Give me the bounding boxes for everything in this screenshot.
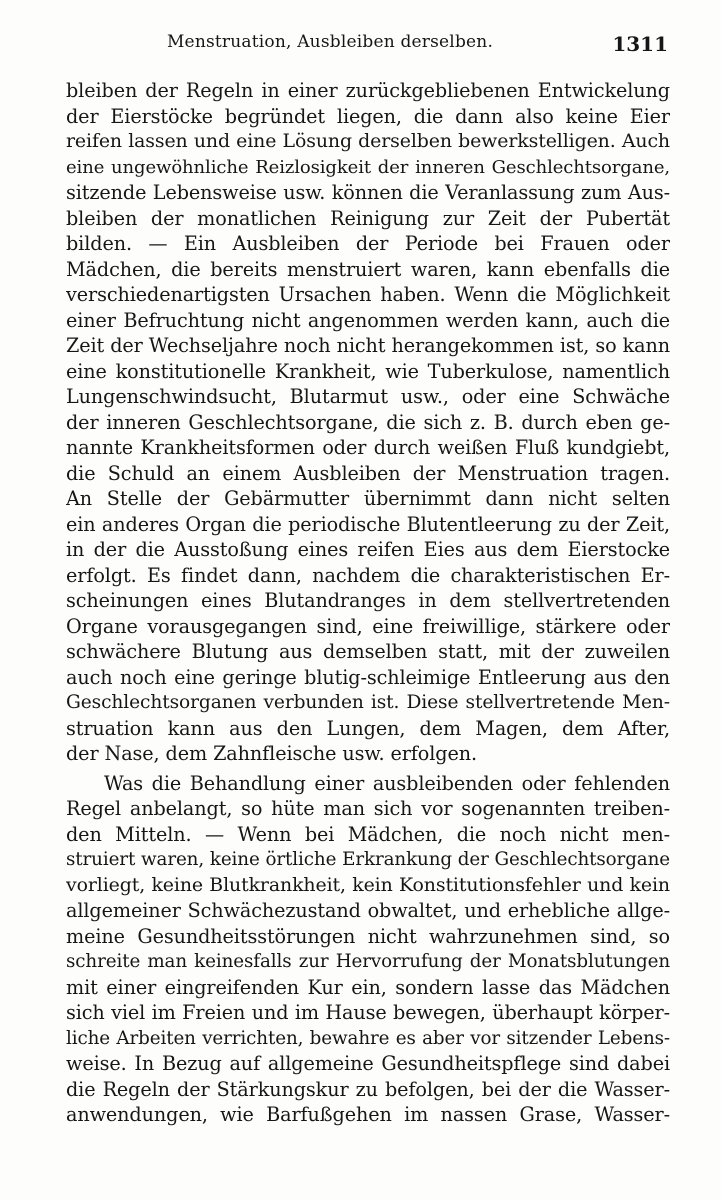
text-line: der Eierstöcke begründet liegen, die dann also keine Eier: [66, 104, 670, 128]
text-line: bleiben der Regeln in einer zurückgebliebenen Entwickelung: [66, 79, 670, 102]
text-line: Lungenschwindsucht, Blutarmut usw., oder eine Schwäche: [66, 385, 670, 408]
text-line: An Stelle der Gebärmutter übernimmt dann nicht selten: [66, 487, 670, 510]
text-line: struiert waren, keine örtliche Erkrankung der Geschlechtsorgane: [66, 849, 670, 870]
text-line: sitzende Lebensweise usw. können die Veranlassung zum Aus-: [66, 181, 670, 204]
text-line: nannte Krankheitsformen oder durch weißen Fluß kundgiebt,: [66, 436, 670, 459]
text-line: die Regeln der Stärkungskur zu befolgen, bei der die Wasser-: [66, 1077, 670, 1101]
text-line: Zeit der Wechseljahre noch nicht herangekommen ist, so kann: [66, 334, 670, 357]
text-line: anwendungen, wie Barfußgehen im nassen Grase, Wasser-: [66, 1103, 670, 1126]
text-line: die Schuld an einem Ausbleiben der Menstruation tragen.: [66, 461, 670, 485]
text-line: Mädchen, die bereits menstruiert waren, kann ebenfalls die: [66, 257, 670, 281]
running-title: Menstruation, Ausbleiben derselben.: [166, 32, 494, 52]
page-header: [60, 32, 670, 58]
text-line: scheinungen eines Blutandranges in dem stellvertretenden: [66, 589, 670, 612]
text-line: eine konstitutionelle Krankheit, wie Tuberkulose, namentlich: [66, 359, 670, 383]
text-line: der Nase, dem Zahnfleische usw. erfolgen.: [66, 742, 477, 765]
text-line: mit einer eingreifenden Kur ein, sondern lasse das Mädchen: [66, 975, 670, 999]
text-line: weise. In Bezug auf allgemeine Gesundheitspflege sind dabei: [66, 1052, 670, 1075]
text-line: struation kann aus den Lungen, dem Magen, dem After,: [66, 716, 670, 740]
text-line: einer Befruchtung nicht angenommen werden kann, auch die: [66, 308, 670, 332]
text-line: Geschlechtsorganen verbunden ist. Diese stellvertretende Men-: [66, 692, 670, 713]
text-line: verschiedenartigsten Ursachen haben. Wenn die Möglichkeit: [66, 283, 670, 306]
text-line: sich viel im Freien und im Hause bewegen, überhaupt körper-: [66, 1001, 670, 1024]
text-line: schwächere Blutung aus demselben statt, mit der zuweilen: [66, 640, 670, 663]
text-line: eine ungewöhnliche Reizlosigkeit der inneren Geschlechtsorgane,: [66, 156, 670, 178]
text-line: vorliegt, keine Blutkrankheit, kein Konstitutionsfehler und kein: [66, 873, 670, 896]
paragraph: [66, 771, 670, 1128]
text-line: Was die Behandlung einer ausbleibenden oder fehlenden: [104, 771, 670, 795]
text-line: auch noch eine geringe blutig-schleimige Entleerung aus den: [66, 665, 670, 689]
paragraph: [66, 78, 670, 767]
text-line: bilden. — Ein Ausbleiben der Periode bei Frauen oder: [66, 232, 670, 255]
text-line: reifen lassen und eine Lösung derselben bewerkstelligen. Auch: [66, 130, 670, 152]
text-line: liche Arbeiten verrichten, bewahre es aber vor sitzender Lebens-: [66, 1027, 670, 1049]
text-line: den Mitteln. — Wenn bei Mädchen, die noch nicht men-: [66, 822, 670, 846]
text-line: allgemeiner Schwächezustand obwaltet, und erhebliche allge-: [66, 899, 670, 922]
text-line: in der die Ausstoßung eines reifen Eies aus dem Eierstocke: [66, 538, 670, 561]
text-line: schreite man keinesfalls zur Hervorrufung der Monatsblutungen: [66, 951, 670, 972]
text-line: bleiben der monatlichen Reinigung zur Zeit der Pubertät: [66, 206, 670, 230]
page-number: 1311: [612, 32, 668, 56]
text-line: Organe vorausgegangen sind, eine freiwillige, stärkere oder: [66, 614, 670, 638]
body-text: [66, 78, 670, 1128]
text-line: Regel anbelangt, so hüte man sich vor sogenannten treiben-: [66, 797, 670, 820]
text-line: meine Gesundheitsstörungen nicht wahrzunehmen sind, so: [66, 924, 670, 948]
text-line: erfolgt. Es findet dann, nachdem die charakteristischen Er-: [66, 563, 670, 587]
text-line: der inneren Geschlechtsorgane, die sich z. B. durch eben ge-: [66, 410, 670, 434]
text-line: ein anderes Organ die periodische Blutentleerung zu der Zeit,: [66, 512, 670, 536]
